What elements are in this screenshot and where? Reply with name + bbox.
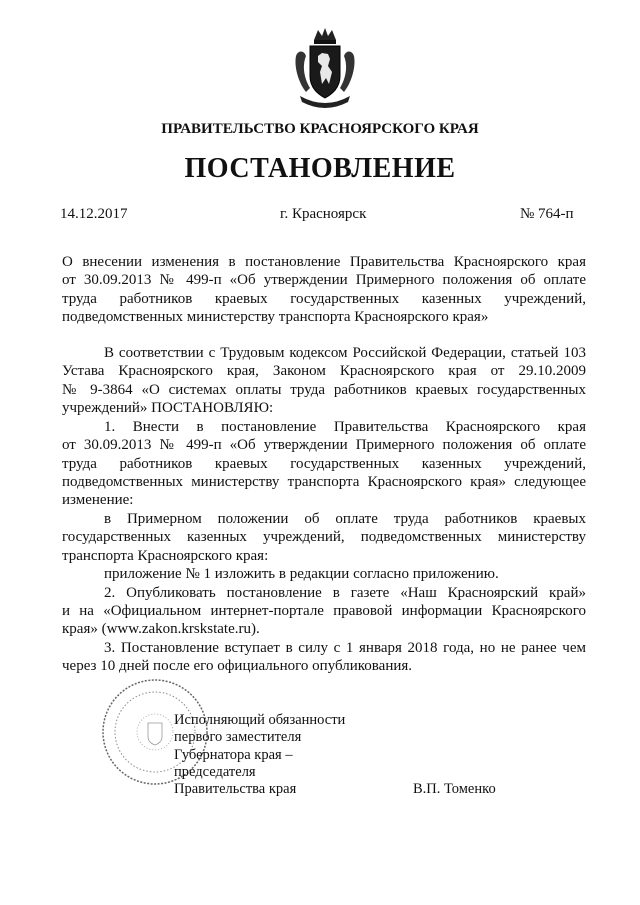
body-line: № 9-3864 «О системах оплаты труда работников краевых государственных bbox=[62, 382, 586, 398]
body-line: подведомственных министерству транспорта Красноярского края» следующее bbox=[62, 474, 586, 490]
signatory-position-line: Правительства края bbox=[174, 781, 297, 797]
body-line: края» (www.zakon.krskstate.ru). bbox=[62, 621, 260, 637]
body-line: и на «Официальном интернет-портале правовой информации Красноярского bbox=[62, 603, 586, 619]
title-line: подведомственных министерству транспорта Красноярского края» bbox=[62, 309, 489, 325]
government-name: ПРАВИТЕЛЬСТВО КРАСНОЯРСКОГО КРАЯ bbox=[161, 121, 479, 137]
document-city: г. Красноярск bbox=[280, 206, 367, 222]
body-line: транспорта Красноярского края: bbox=[62, 548, 269, 564]
body-line: через 10 дней после его официального опубликования. bbox=[62, 658, 413, 674]
body-line: от 30.09.2013 № 499-п «Об утверждении Примерного положения об оплате bbox=[62, 437, 586, 453]
signatory-position-line: председателя bbox=[174, 764, 256, 780]
body-line: государственных казенных учреждений, подведомственных министерству bbox=[62, 529, 586, 545]
body-line: 3. Постановление вступает в силу с 1 января 2018 года, но не ранее чем bbox=[104, 640, 586, 656]
title-line: труда работников краевых государственных казенных учреждений, bbox=[62, 291, 586, 307]
document-title: ПОСТАНОВЛЕНИЕ bbox=[184, 153, 456, 184]
body-line: 2. Опубликовать постановление в газете «Наш Красноярский край» bbox=[104, 585, 586, 601]
title-line: от 30.09.2013 № 499-п «Об утверждении Примерного положения об оплате bbox=[62, 272, 586, 288]
body-line: 1. Внести в постановление Правительства Красноярского края bbox=[104, 419, 586, 435]
signatory-position-line: Исполняющий обязанности bbox=[174, 712, 346, 728]
document-date: 14.12.2017 bbox=[60, 206, 128, 222]
body-line: изменение: bbox=[62, 492, 134, 508]
body-line: труда работников краевых государственных казенных учреждений, bbox=[62, 456, 586, 472]
document-number: № 764-п bbox=[520, 206, 574, 222]
title-line: О внесении изменения в постановление Правительства Красноярского края bbox=[62, 254, 586, 270]
body-line: учреждений» ПОСТАНОВЛЯЮ: bbox=[62, 400, 274, 416]
signatory-name: В.П. Томенко bbox=[413, 781, 496, 797]
signatory-position-line: первого заместителя bbox=[174, 729, 302, 745]
signatory-position-line: Губернатора края – bbox=[174, 747, 293, 763]
coat-of-arms-emblem bbox=[292, 26, 358, 110]
body-line: Устава Красноярского края, Законом Красноярского края от 29.10.2009 bbox=[62, 363, 586, 379]
body-line: в Примерном положении об оплате труда работников краевых bbox=[104, 511, 586, 527]
body-line: приложение № 1 изложить в редакции согласно приложению. bbox=[104, 566, 499, 582]
body-line: В соответствии с Трудовым кодексом Российской Федерации, статьей 103 bbox=[104, 345, 586, 361]
